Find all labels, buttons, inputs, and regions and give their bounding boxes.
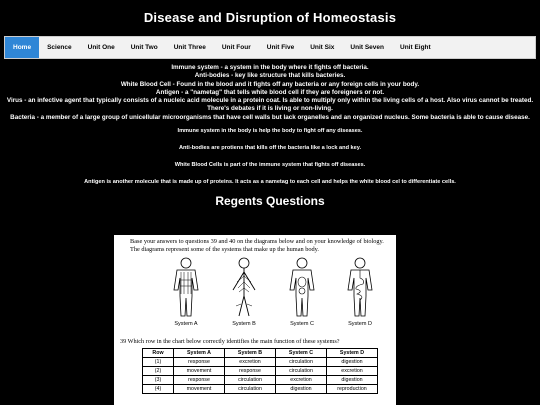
fact-antigen: Antigen is another molecule that is made up of proteins. It acts as a nametag to each cell and helps the white blood cel to differentiate cells. (84, 179, 456, 186)
question-intro: Base your answers to questions 39 and 40 on the diagrams below and on your knowledge of biology. The diagrams represent some of the systems that make up the human body. (130, 238, 384, 253)
table-cell: (3) (143, 376, 174, 385)
definition-bacteria: Bacteria - a member of a large group of unicellular microorganisms that have cell walls but lack organelles and an organized nucleus. Some bacteria is able to cause disease. (10, 113, 530, 121)
body-systems-diagram (114, 256, 396, 333)
system-d (340, 256, 380, 327)
regents-question-image (114, 235, 396, 405)
table-cell: circulation (225, 376, 276, 385)
nav-item-unit-three[interactable]: Unit Three (173, 44, 206, 51)
digestive-figure-icon (343, 256, 377, 318)
definition-antigen: Antigen - a "nametag" that tells white blood cell if they are foreigners or not. (155, 88, 385, 96)
table-cell: (1) (143, 358, 174, 367)
table-cell: excretion (225, 358, 276, 367)
nav-item-science[interactable]: Science (47, 44, 72, 51)
fact-antibodies: Anti-bodies are protiens that kills off the bacteria like a lock and key. (178, 145, 362, 152)
table-cell: digestion (327, 358, 378, 367)
nav-item-unit-six[interactable]: Unit Six (310, 44, 335, 51)
table-row (143, 358, 378, 367)
answer-table (142, 348, 378, 394)
col-header: System D (327, 349, 378, 358)
table-cell: (2) (143, 367, 174, 376)
nav-item-unit-five[interactable]: Unit Five (266, 44, 295, 51)
nav-item-unit-eight[interactable]: Unit Eight (400, 44, 431, 51)
table-cell: movement (174, 385, 225, 394)
col-header: System B (225, 349, 276, 358)
system-a-label: System A (174, 321, 198, 327)
table-row (143, 367, 378, 376)
system-d-label: System D (348, 321, 372, 327)
system-b-label: System B (232, 321, 256, 327)
table-cell: movement (174, 367, 225, 376)
col-header: Row (143, 349, 174, 358)
nav-item-unit-one[interactable]: Unit One (87, 44, 115, 51)
table-row (143, 385, 378, 394)
definition-virus: Virus - an infective agent that typically consists of a nucleic acid molecule in a protein coat. Is able to multiply only within the living cells of a host. Also virus cannot be treated. There's debates if it is living or non-living. (6, 97, 534, 113)
table-cell: excretion (276, 376, 327, 385)
facts (0, 122, 540, 190)
table-cell: reproduction (327, 385, 378, 394)
table-cell: digestion (276, 385, 327, 394)
table-cell: response (174, 358, 225, 367)
table-row (143, 376, 378, 385)
nav-item-unit-two[interactable]: Unit Two (130, 44, 158, 51)
definition-antibodies: Anti-bodies - key like structure that kills bacteries. (194, 72, 346, 80)
col-header: System C (276, 349, 327, 358)
circulatory-figure-icon (285, 256, 319, 318)
regents-title: Regents Questions (215, 194, 325, 209)
system-c (282, 256, 322, 327)
fact-white-blood-cells: White Blood Cells is part of the immune system that fights off diseases. (174, 162, 366, 169)
system-b (224, 256, 264, 327)
definition-white-blood-cell: White Blood Cell - Found in the blood and it fights off any bacteria or any foreign cells in your body. (120, 80, 420, 88)
nervous-figure-icon (227, 256, 261, 318)
table-cell: excretion (327, 367, 378, 376)
nav-item-home[interactable]: Home (5, 37, 39, 58)
fact-immune-system: Immune system in the body is help the body to fight off any diseases. (177, 128, 363, 135)
page-title: Disease and Disruption of Homeostasis (143, 10, 397, 25)
nav-item-unit-four[interactable]: Unit Four (221, 44, 251, 51)
table-cell: circulation (225, 385, 276, 394)
definition-immune-system: Immune system - a system in the body where it fights off bacteria. (171, 64, 369, 71)
question-39: 39 Which row in the chart below correctly identifies the main function of these systems? (120, 338, 340, 345)
nav-item-unit-seven[interactable]: Unit Seven (350, 44, 384, 51)
nav-bar (4, 36, 536, 59)
table-header-row (143, 349, 378, 358)
table-cell: response (174, 376, 225, 385)
system-c-label: System C (290, 321, 314, 327)
table-cell: circulation (276, 367, 327, 376)
muscular-figure-icon (169, 256, 203, 318)
table-cell: response (225, 367, 276, 376)
table-cell: circulation (276, 358, 327, 367)
system-a (166, 256, 206, 327)
col-header: System A (174, 349, 225, 358)
table-cell: (4) (143, 385, 174, 394)
definitions (0, 59, 540, 122)
table-cell: digestion (327, 376, 378, 385)
